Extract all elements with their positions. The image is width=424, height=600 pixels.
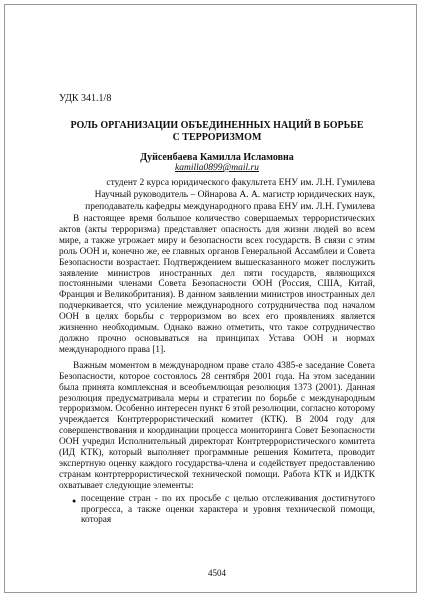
article-body [59, 214, 375, 526]
affiliation-line: студент 2 курса юридического факультета ЕНУ им. Л.Н. Гумилева [106, 178, 375, 188]
bullet-item [59, 494, 375, 527]
affiliation-line: преподаватель кафедры международного права ЕНУ им. Л.Н. Гумилева [85, 202, 375, 212]
article-title: РОЛЬ ОРГАНИЗАЦИИ ОБЪЕДИНЕННЫХ НАЦИЙ В БОРЬБЕ С ТЕРРОРИЗМОМ [70, 120, 364, 143]
author-name: Дуйсенбаева Камилла Исламовна [140, 152, 294, 163]
page-frame [4, 4, 417, 593]
udk-code: УДК 341.1/8 [59, 93, 112, 104]
body-paragraph: Важным моментом в международном праве стало 4385-е заседание Совета Безопасности, которое состоялось 28 сентября 2001 года. На этом заседании была принята комплексная и всеобъемлющая резолюция 1373 (2001). Данная резолюция предусматривала меры и стратегии по борьбе с международным терроризмом. Особенно интересен пункт 6 этой резолюции, согласно которому учреждается Контртеррористический комитет (КТК). В 2004 году для совершенствования и координации процесса мониторинга Совет Безопасности ООН учредил Исполнительный директорат Контртеррористического комитета (ИД КТК), который выполняет программные решения Комитета, проводит экспертную оценку каждого государства-члена и содействует предоставлению странам контртеррористической технической помощи. Работа КТК и ИДКТК охватывает следующие элементы: [59, 360, 375, 491]
page-number: 4504 [208, 568, 226, 578]
bullet-text: посещение стран - по их просьбе с целью отслеживания достигнутого прогресса, а также оценки характера и уровня технической помощи, которая [81, 493, 375, 526]
affiliation-line: Научный руководитель – Ойнарова А. А. магистр юридических наук, [94, 190, 375, 200]
body-paragraph: В настоящее время большое количество совершаемых террористических актов (акты терроризма) представляет опасность для жизни людей во всем мире, а также угрожает миру и безопасности всех государств. В связи с этим роль ООН и, конечно же, ее главных органов Генеральной Ассамблеи и Совета Безопасности возрастает. Подтверждением вышесказанного может послужить заявление министров иностранных дел пяти государств, являющихся постоянными членами Совета Безопасности ООН (Россия, США, Китай, Франция и Великобритания). В данном заявлении министров иностранных дел подчеркивается, что усиление международного сотрудничества под началом ООН в целях борьбы с терроризмом во всех его проявлениях является жизненно необходимым. Однако важно отметить, что такое сотрудничество должно прочно основываться на принципах Устава ООН и нормах международного права [1]. [59, 214, 375, 355]
bullet-icon: ● [72, 496, 77, 505]
author-email[interactable]: kamilla0899@mail.ru [175, 163, 259, 173]
